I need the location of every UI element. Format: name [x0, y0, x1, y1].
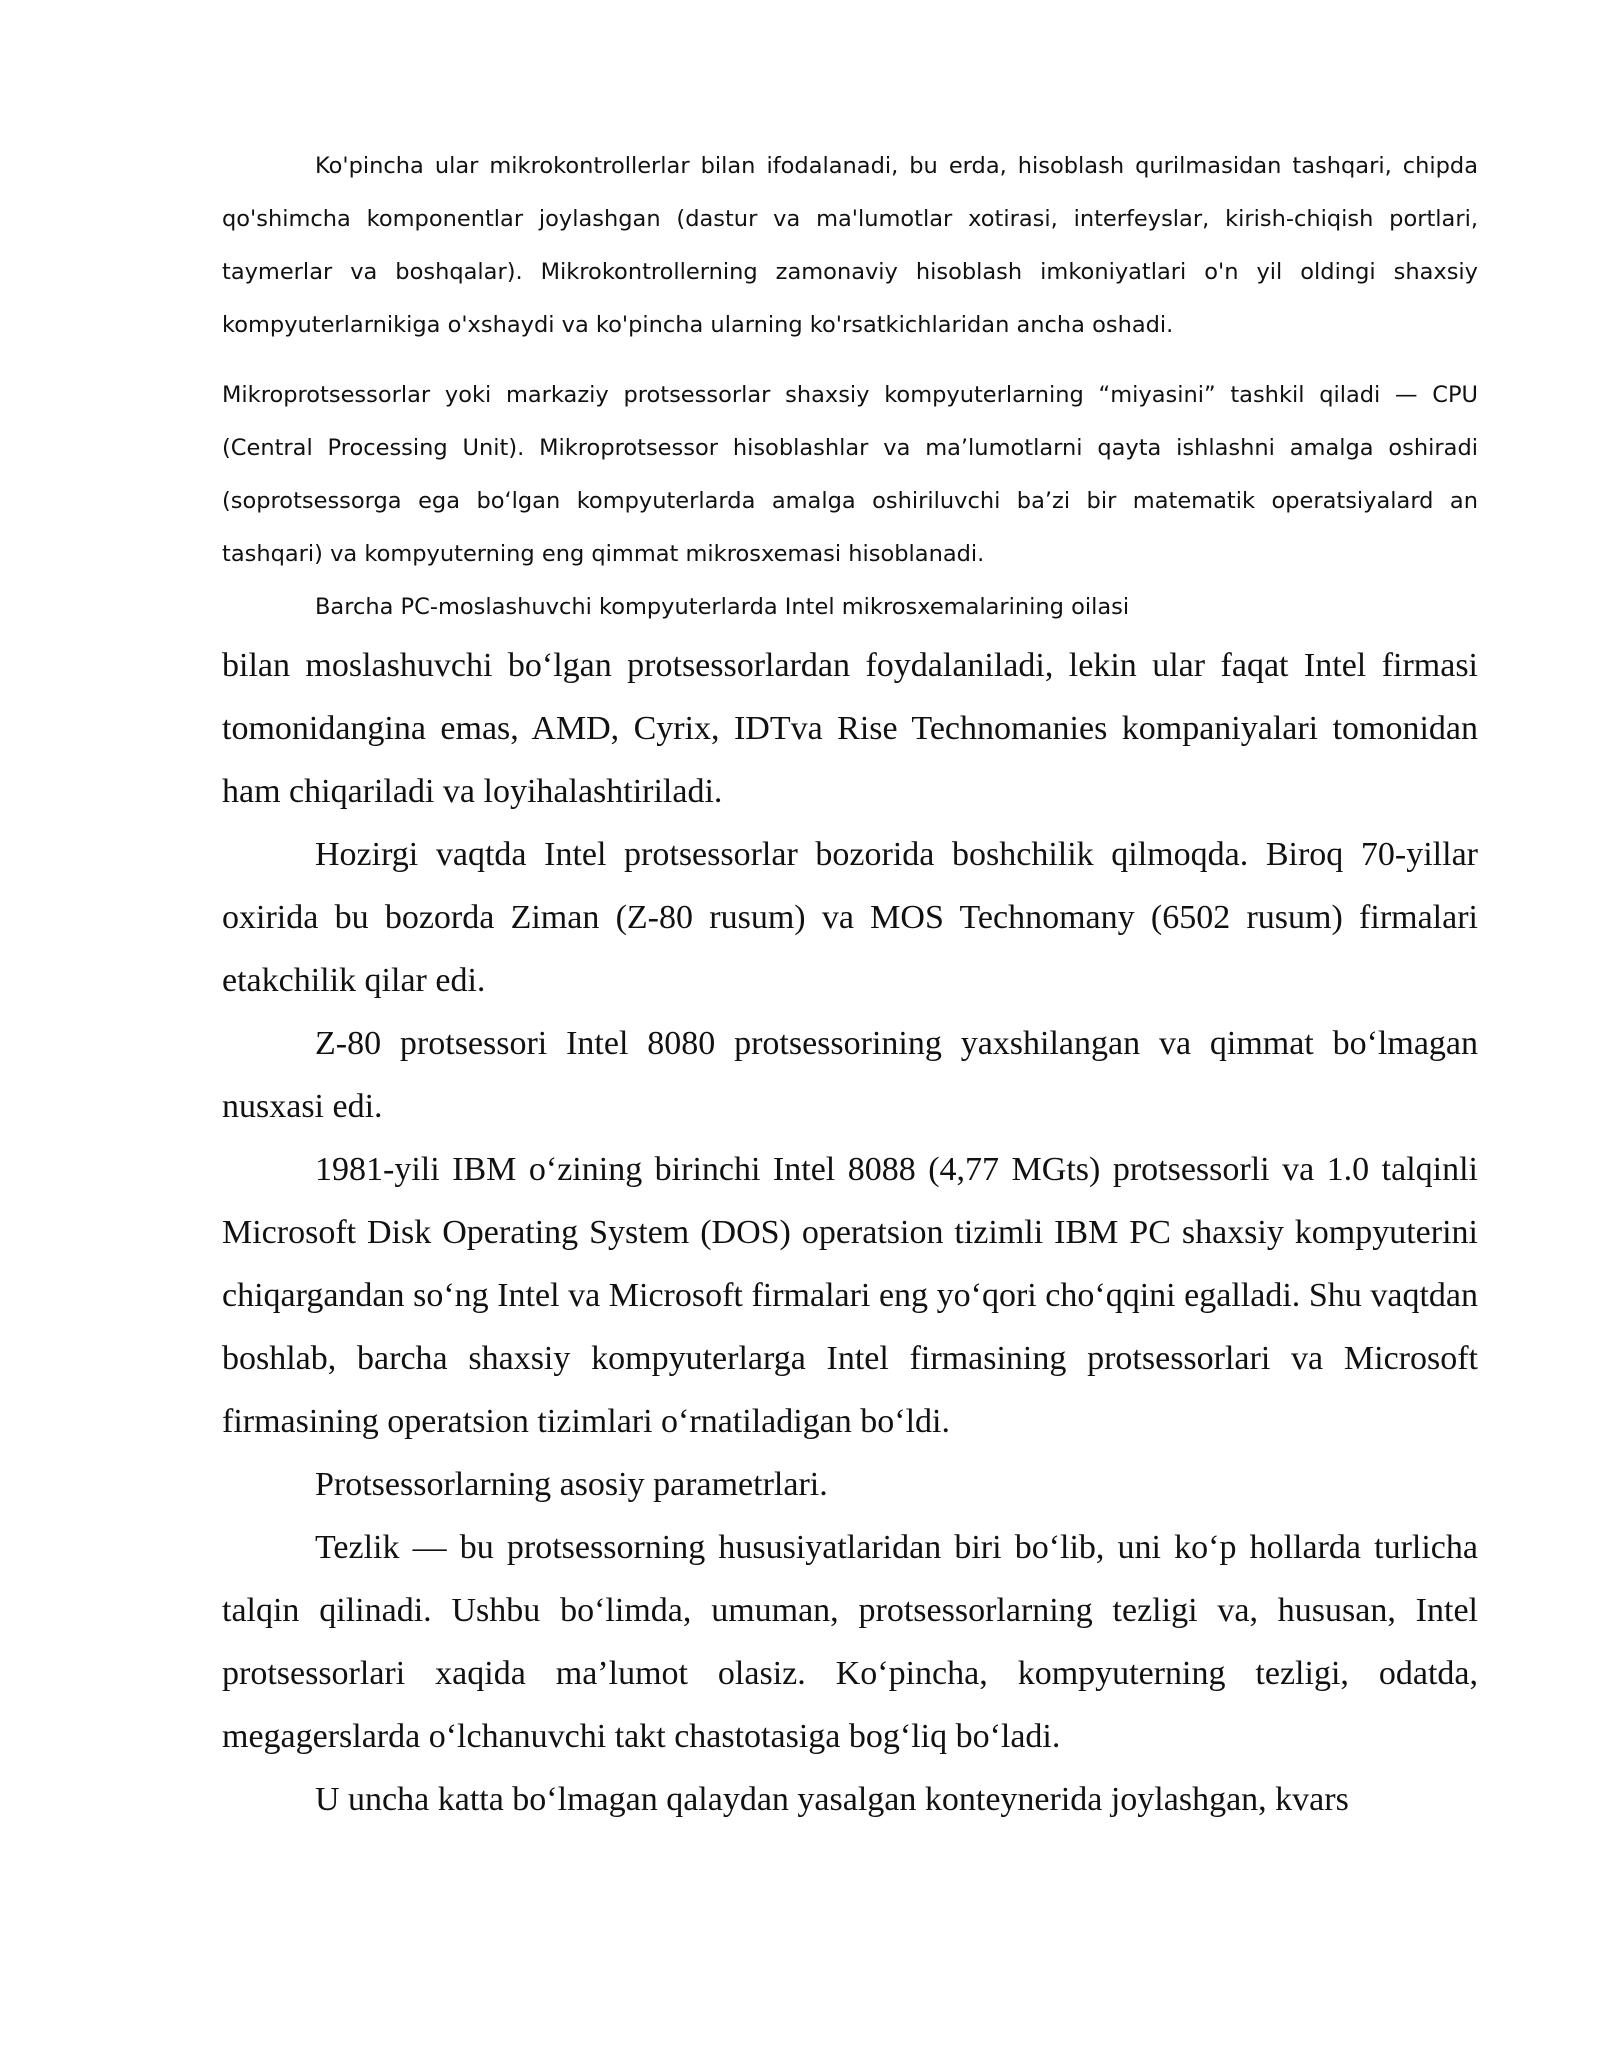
paragraph-z80: Z-80 protsessori Intel 8080 protsessorining yaxshilangan va qimmat bo‘lmagan nusxasi edi. — [222, 1025, 1478, 1125]
paragraph-ibm-pc-1981: 1981-yili IBM o‘zining birinchi Intel 8088 (4,77 MGts) protsessorli va 1.0 talqinli Microsoft Disk Operating System (DOS) operatsion tizimli IBM PC shaxsiy kompyuterini chiqargandan so‘ng Intel va Microsoft firmalari eng yo‘qori cho‘qqini egalladi. Shu vaqtdan boshlab, barcha shaxsiy kompyuterlarga Intel firmasining protsessorlari va Microsoft firmasining operatsion tizimlari o‘rnatiladigan bo‘ldi. — [222, 1151, 1478, 1440]
paragraph-quartz-crystal: U uncha katta bo‘lmagan qalaydan yasalgan konteynerida joylashgan, kvars — [315, 1781, 1349, 1818]
paragraph-manufacturers: bilan moslashuvchi bo‘lgan protsessorlardan foydalaniladi, lekin ular faqat Intel firmasi tomonidangina emas, AMD, Cyrix, IDTva Rise Technomanies kompaniyalari tomonidan ham chiqariladi va loyihalashtiriladi. — [222, 647, 1478, 810]
paragraph-speed: Tezlik — bu protsessorning hususiyatlaridan biri bo‘lib, uni ko‘p hollarda turlicha talqin qilinadi. Ushbu bo‘limda, umuman, protsessorlarning tezligi va, hususan, Intel protsessorlari xaqida ma’lumot olasiz. Ko‘pincha, kompyuterning tezligi, odatda, megagerslarda o‘lchanuvchi takt chastotasiga bog‘liq bo‘ladi. — [222, 1529, 1478, 1755]
section-heading-parameters: Protsessorlarning asosiy parametrlari. — [315, 1466, 828, 1503]
document-page — [222, 140, 1478, 1831]
paragraph-microprocessors-cpu: Mikroprotsessorlar yoki markaziy protsessorlar shaxsiy kompyuterlarning “miyasini” tashkil qiladi — CPU (Central Processing Unit). Mikroprotsessor hisoblashlar va ma’lumotlarni qayta ishlashni amalga oshiradi (soprotsessorga ega bo‘lgan kompyuterlarda amalga oshiriluvchi ba’zi bir matematik operatsiyalard an tashqari) va kompyuterning eng qimmat mikrosxemasi hisoblanadi. — [222, 382, 1478, 567]
paragraph-pc-compatible-intro: Barcha PC-moslashuvchi kompyuterlarda Intel mikrosxemalarining oilasi — [315, 594, 1130, 620]
paragraph-market-leadership: Hozirgi vaqtda Intel protsessorlar bozorida boshchilik qilmoqda. Biroq 70-yillar oxirida bu bozorda Ziman (Z-80 rusum) va MOS Technomany (6502 rusum) firmalari etakchilik qilar edi. — [222, 836, 1478, 999]
paragraph-microcontrollers: Ko'pincha ular mikrokontrollerlar bilan ifodalanadi, bu erda, hisoblash qurilmasidan tashqari, chipda qo'shimcha komponentlar joylashgan (dastur va ma'lumotlar xotirasi, interfeyslar, kirish-chiqish portlari, taymerlar va boshqalar). Mikrokontrollerning zamonaviy hisoblash imkoniyatlari o'n yil oldingi shaxsiy kompyuterlarnikiga o'xshaydi va ko'pincha ularning ko'rsatkichlaridan ancha oshadi. — [222, 153, 1478, 338]
